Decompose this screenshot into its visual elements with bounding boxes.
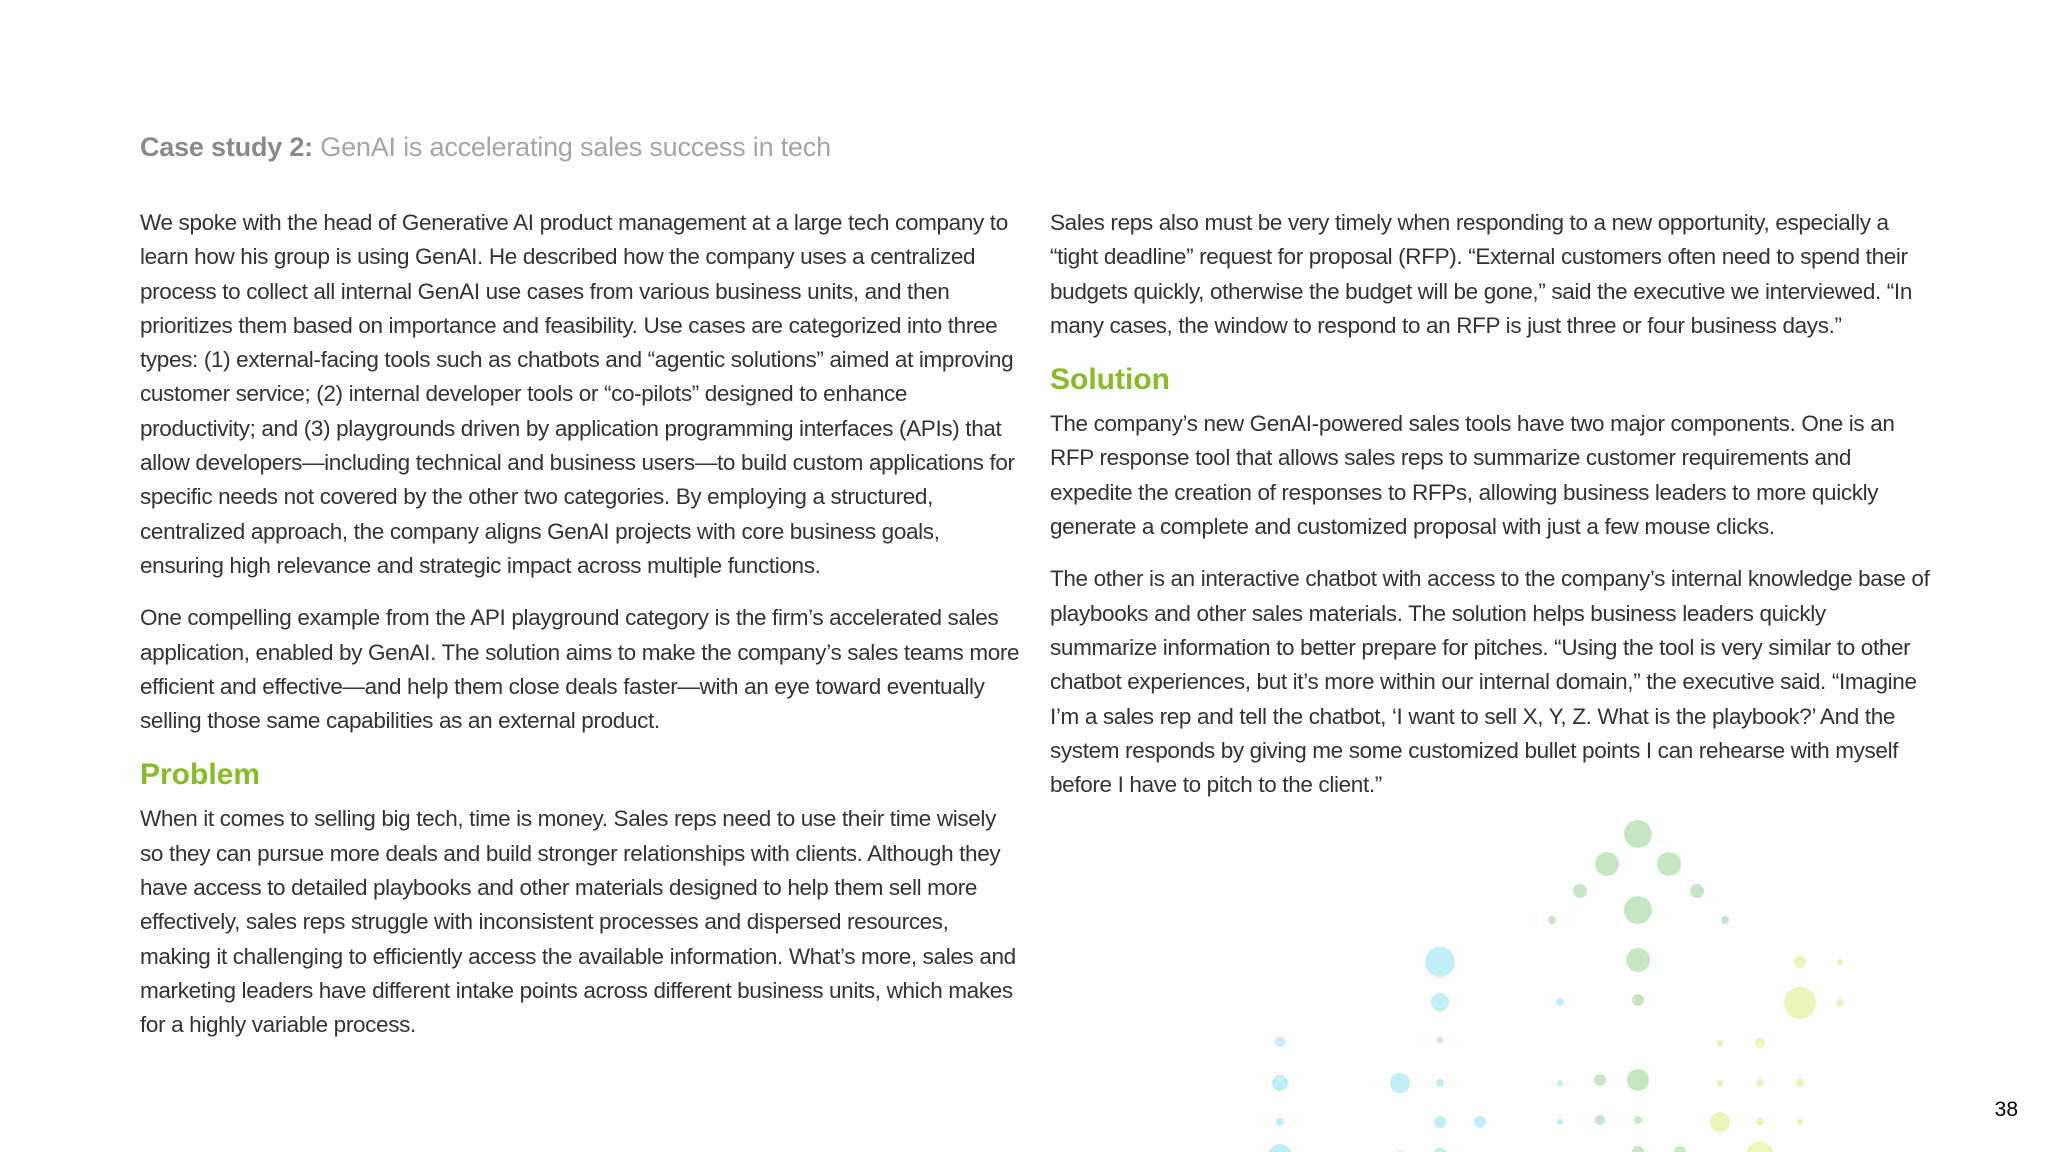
case-study-title: GenAI is accelerating sales success in tech [312, 132, 831, 162]
problem-heading: Problem [140, 758, 261, 792]
intro-paragraph: We spoke with the head of Generative AI product management at a large tech company to learn how his group is using GenAI. He described how the company uses a centralized process to collect all internal GenAI use cases from various business units, and then prioritizes them based on importance and feasibility. Use cases are categorized into three types: (1) external-facing tools such as chatbots and “agentic solutions” aimed at improving customer service; (2) internal developer tools or “co-pilots” designed to enhance productivity; and (3) playgrounds driven by application programming interfaces (APIs) that allow developers—including technical and business users—to build custom applications for specific needs not covered by the other two categories. By employing a structured, centralized approach, the company aligns GenAI projects with core business goals, ensuring high relevance and strategic impact across multiple functions. [140, 210, 1015, 578]
page-number: 38 [1994, 1098, 2018, 1121]
problem-paragraph: When it comes to selling big tech, time is money. Sales reps need to use their time wisely so they can pursue more deals and build stronger relationships with clients. Although they have access to detailed playbooks and other materials designed to help them sell more effectively, sales reps struggle with inconsistent processes and dispersed resources, making it challenging to efficiently access the available information. What’s more, sales and marketing leaders have different intake points across different business units, which makes for a highly variable process. [140, 806, 1016, 1038]
cyan-dots [1268, 947, 1564, 1152]
solution-heading: Solution [1050, 363, 1170, 397]
green-dots [1548, 820, 1729, 1152]
example-paragraph: One compelling example from the API playground category is the firm’s accelerated sales application, enabled by GenAI. The solution aims to make the company’s sales teams more efficient and effective—and help them close deals faster—with an eye toward eventually selling those same capabilities as an external product. [140, 605, 1020, 734]
solution-paragraph-rfp: The company’s new GenAI-powered sales tools have two major components. One is an RFP response tool that allows sales reps to summarize customer requirements and expedite the creation of responses to RFPs, allowing business leaders to more quickly generate a complete and customized proposal with just a few mouse clicks. [1050, 411, 1895, 540]
timeliness-paragraph: Sales reps also must be very timely when responding to a new opportunity, especially a “tight deadline” request for proposal (RFP). “External customers often need to spend their budgets quickly, otherwise the budget will be gone,” said the executive we interviewed. “In many cases, the window to respond to an RFP is just three or four business days.” [1050, 210, 1912, 338]
case-study-label: Case study 2: [140, 132, 313, 162]
left-column [140, 206, 1020, 1061]
lime-dots [1710, 956, 1844, 1152]
page-title [140, 132, 831, 163]
solution-paragraph-chatbot: The other is an interactive chatbot with access to the company’s internal knowledge base of playbooks and other sales materials. The solution helps business leaders quickly summarize information to better prepare for pitches. “Using the tool is very similar to other chatbot experiences, but it’s more within our internal domain,” the executive said. “Imagine I’m a sales rep and tell the chatbot, ‘I want to sell X, Y, Z. What is the playbook?’ And the system responds by giving me some customized bullet points I can rehearse with myself before I have to pitch to the client.” [1050, 566, 1930, 798]
right-column [1050, 206, 1930, 820]
